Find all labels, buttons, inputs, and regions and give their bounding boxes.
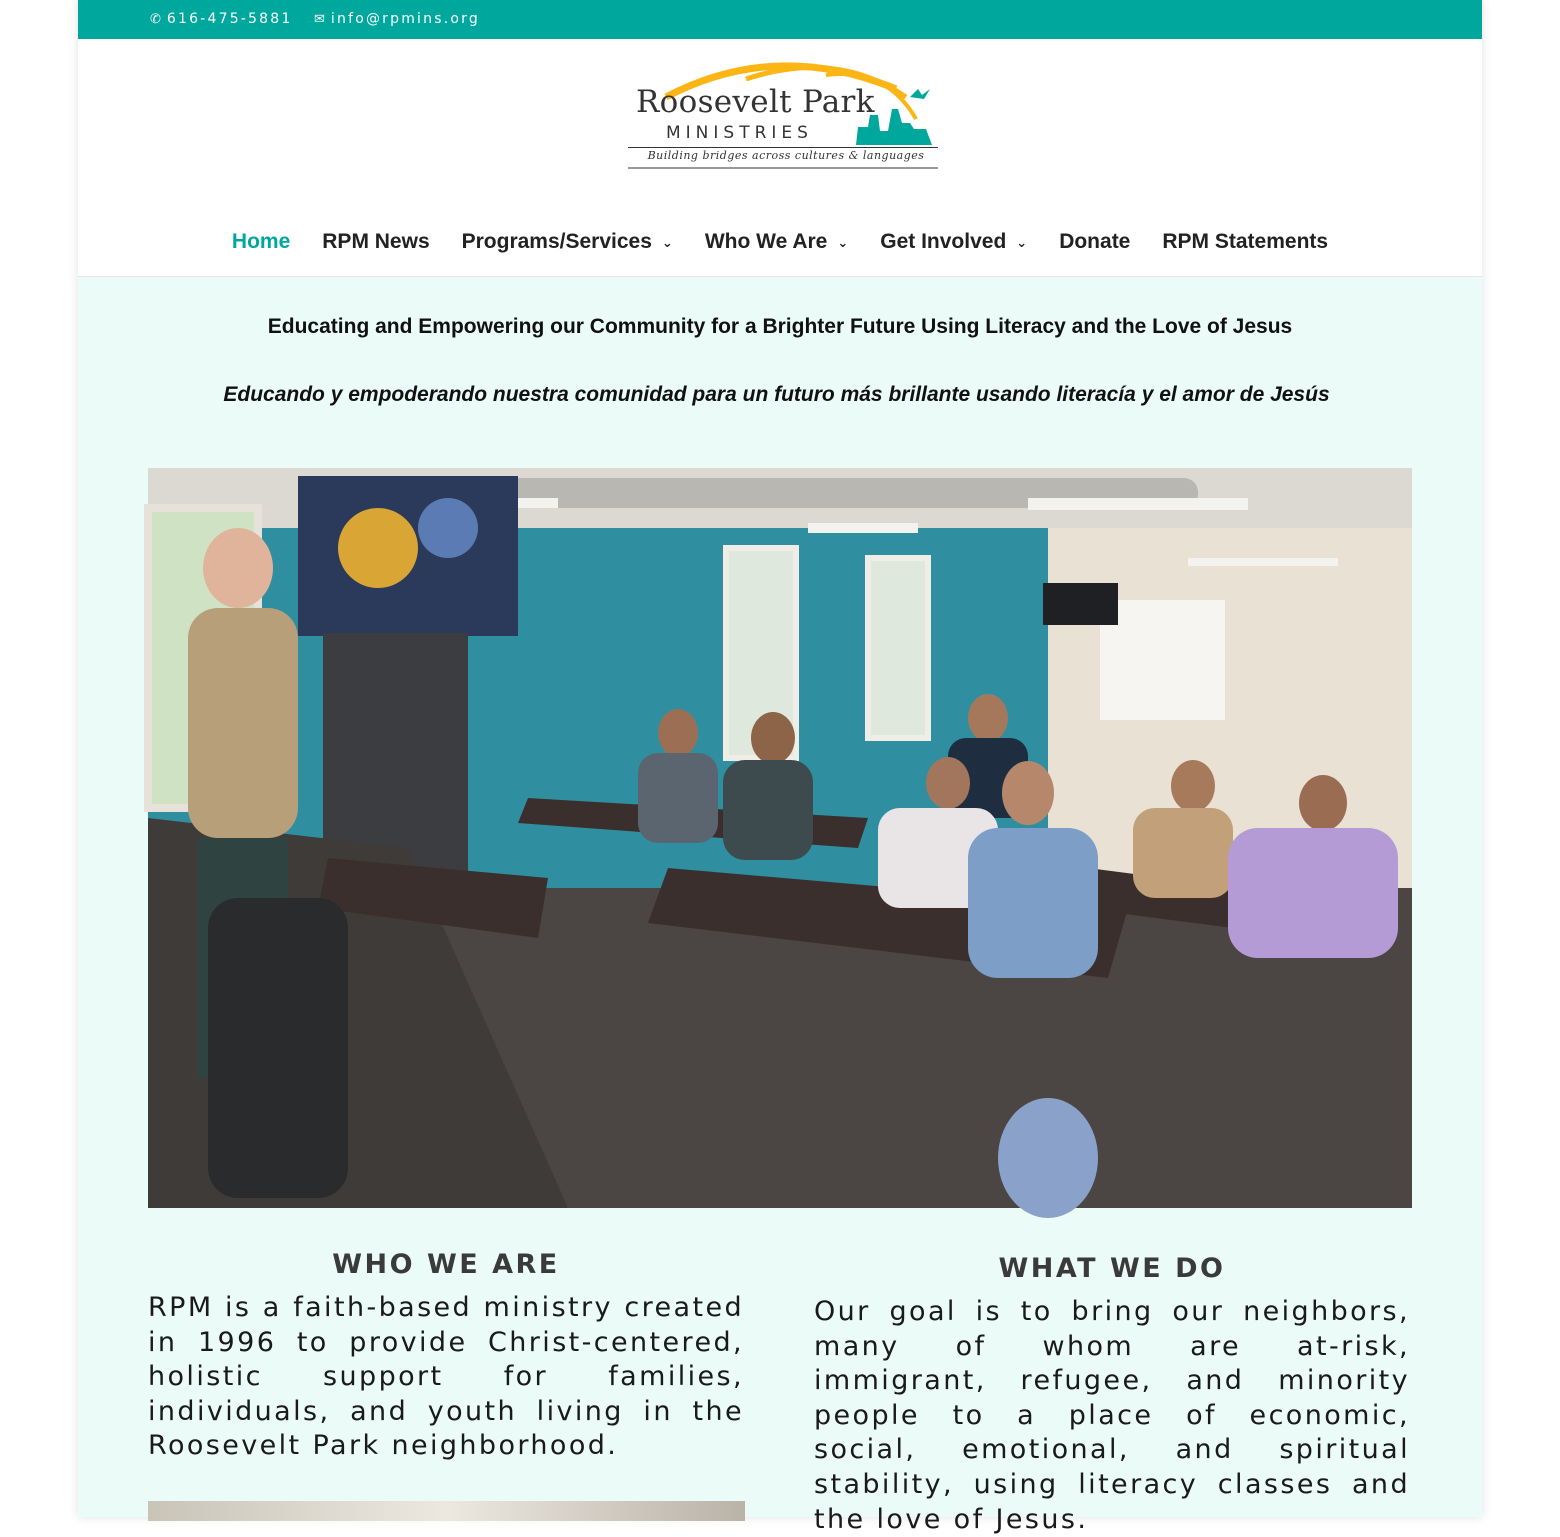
logo-divider-bottom [628, 167, 938, 169]
nav-item-label: Who We Are [704, 230, 828, 253]
nav-item-home[interactable] [216, 225, 306, 259]
envelope-icon: ✉ [314, 11, 325, 27]
logo-subtitle: MINISTRIES [666, 123, 813, 143]
what-we-do-title: WHAT WE DO [998, 1253, 1226, 1284]
email-address: info@rpmins.org [330, 11, 480, 27]
phone-link[interactable] [150, 11, 292, 27]
phone-number: 616-475-5881 [166, 11, 293, 27]
chevron-down-icon: ⌄ [837, 235, 849, 250]
tagline-english: Educating and Empowering our Community for a Brighter Future Using Literacy and the Love of Jesus [267, 315, 1293, 338]
nav-item-label: Donate [1059, 230, 1131, 253]
page [78, 0, 1482, 1535]
what-we-do-body: Our goal is to bring our neighbors, many of whom are at-risk, immigrant, refugee, and minority people to a place of economic, social, emotional, and spiritual stability, using literacy classes and the love of Jesus. [814, 1296, 1410, 1535]
nav-item-label: RPM Statements [1162, 230, 1329, 253]
logo-divider [628, 147, 938, 148]
site-logo[interactable] [626, 49, 940, 175]
phone-icon: ✆ [150, 11, 161, 27]
who-we-are-body: RPM is a faith-based ministry created in 1996 to provide Christ-centered, holistic support for families, individuals, and youth living in the Roosevelt Park neighborhood. [148, 1292, 744, 1462]
next-section-image [148, 1501, 745, 1521]
chevron-down-icon: ⌄ [1016, 235, 1028, 250]
email-link[interactable] [314, 11, 480, 27]
chevron-down-icon: ⌄ [661, 235, 673, 250]
top-bar [78, 0, 1482, 39]
main-content [78, 277, 1482, 1535]
who-we-are-title: WHO WE ARE [332, 1249, 560, 1280]
classroom-photo [148, 468, 1412, 1208]
tagline-spanish: Educando y empoderando nuestra comunidad para un futuro más brillante usando literacía y el amor de Jesús [223, 383, 1330, 406]
nav-item-donate[interactable] [1043, 225, 1146, 259]
nav-item-rpm-statements[interactable] [1146, 225, 1344, 259]
logo-tagline: Building bridges across cultures & languages [647, 149, 925, 162]
logo-title: Roosevelt Park [636, 84, 875, 120]
site-header [78, 39, 1482, 277]
nav-item-who-we-are[interactable] [689, 225, 864, 259]
main-nav [78, 225, 1482, 259]
nav-item-label: Home [231, 230, 291, 253]
nav-item-label: RPM News [322, 230, 430, 253]
nav-item-get-involved[interactable] [864, 225, 1043, 259]
nav-item-programs-services[interactable] [446, 225, 689, 259]
nav-item-rpm-news[interactable] [306, 225, 445, 259]
nav-item-label: Get Involved [880, 230, 1007, 253]
classroom-photo-illustration [148, 468, 1412, 1208]
nav-item-label: Programs/Services [461, 230, 652, 253]
